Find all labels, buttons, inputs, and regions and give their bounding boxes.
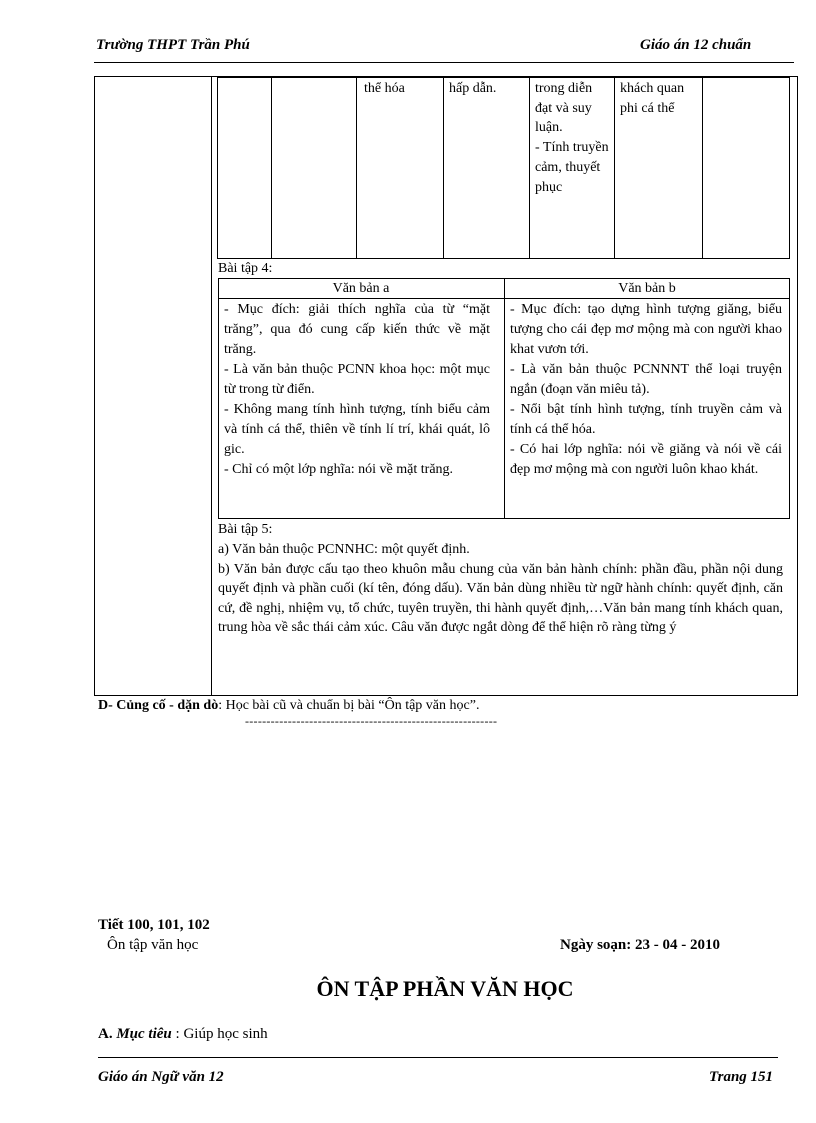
exercise4-col-divider: [504, 278, 505, 519]
footer-book: Giáo án Ngữ văn 12: [98, 1069, 224, 1085]
table1-col-divider: [443, 77, 444, 259]
objective-label-text: Mục tiêu: [116, 1026, 172, 1042]
table1-cell-col4: hấp dẫn.: [449, 81, 497, 96]
lesson-topic: Ôn tập văn học: [107, 937, 199, 953]
exercise4-title: Bài tập 4:: [218, 261, 273, 276]
exercise4-head-a: Văn bản a: [332, 281, 390, 296]
consolidation-label: D- Củng cố - dặn dò: [98, 698, 219, 713]
header-rule: [94, 62, 794, 63]
consolidation-text: : Học bài cũ và chuẩn bị bài “Ôn tập văn học”.: [218, 698, 480, 713]
exercise4-head-b: Văn bản b: [618, 281, 676, 296]
header-school: Trường THPT Trần Phú: [96, 37, 250, 53]
lesson-title: ÔN TẬP PHẦN VĂN HỌC: [316, 976, 574, 1001]
exercise4-text-a: - Mục đích: giải thích nghĩa của từ “mặt trăng”, qua đó cung cấp kiến thức về mặt trăng. - Là văn bản thuộc PCNN khoa học: một mục từ trong từ điển. - Không mang tính hình tượng, tính biểu cảm và tính cá thể, thiên về tính lí trí, khái quát, lô gic. - Chỉ có một lớp nghĩa: nói về mặt trăng.: [224, 302, 490, 477]
exercise4-text-b: - Mục đích: tạo dựng hình tượng giăng, biểu tượng cho cái đẹp mơ mộng mà con người khao khat vươn tới. - Là văn bản thuộc PCNNNT thể loại truyện ngắn (đoạn văn miêu tả). - Nổi bật tính hình tượng, tính truyền cảm và tính cá thể hóa. - Có hai lớp nghĩa: nói về giăng và nói về cái đẹp mơ mộng mà con người luôn khao khát.: [510, 302, 782, 477]
exercise5-title: Bài tập 5:: [218, 522, 273, 537]
frame-left-column-divider: [211, 76, 212, 696]
footer-rule: [98, 1057, 778, 1058]
table1-col-divider: [356, 77, 357, 259]
footer-page: Trang 151: [709, 1069, 774, 1085]
table1-cell-col6: khách quan phi cá thể: [620, 81, 685, 116]
table1-col-divider: [529, 77, 530, 259]
consolidation-line: [98, 698, 479, 714]
table1-cell-col5: trong diễn đạt và suy luận. - Tính truyền cảm, thuyết phục: [535, 81, 609, 195]
comparison-table-continued: [217, 77, 790, 259]
table1-col-divider: [271, 77, 272, 259]
exercise5-part-a: a) Văn bản thuộc PCNNHC: một quyết định.: [218, 542, 470, 557]
table1-col-divider: [702, 77, 703, 259]
objective-text: : Giúp học sinh: [171, 1026, 268, 1042]
lesson-date: Ngày soạn: 23 - 04 - 2010: [560, 937, 720, 953]
table1-col-divider: [614, 77, 615, 259]
lesson-periods: Tiết 100, 101, 102: [98, 917, 210, 933]
exercise5-part-b: b) Văn bản được cấu tạo theo khuôn mẫu chung của văn bản hành chính: phần đầu, phần nội dung quyết định và phần cuối (kí tên, đóng dấu). Văn bản dùng nhiều từ ngữ hành chính: quyết định, căn cứ, đề nghị, nhiệm vụ, tổ chức, tuyên truyền, thi hành quyết định,…Văn bản mang tính khách quan, trung hòa về sắc thái cảm xúc. Câu văn được ngắt dòng để thể hiện rõ ràng từng ý: [218, 562, 783, 635]
objective-label: [98, 1026, 172, 1042]
objective-prefix: A.: [98, 1026, 117, 1042]
section-separator: -----------------------------------------------------------: [245, 714, 498, 728]
lesson-objective: [98, 1026, 268, 1043]
header-subject: Giáo án 12 chuẩn: [640, 37, 752, 53]
table1-cell-col3: thể hóa: [364, 81, 405, 96]
